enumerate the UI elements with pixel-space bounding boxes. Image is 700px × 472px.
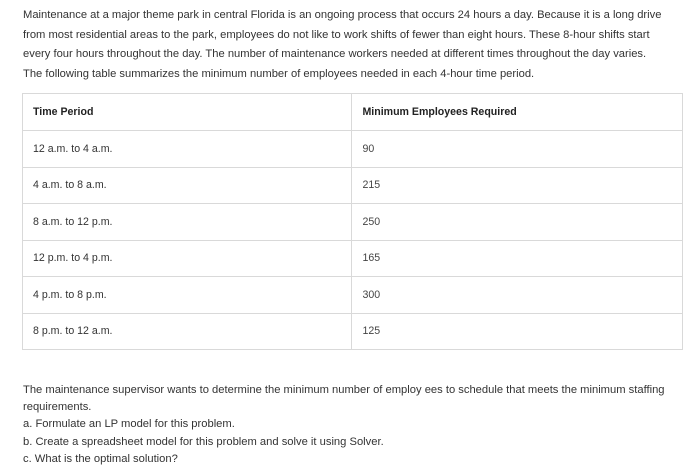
table-row (23, 240, 683, 277)
table-row (23, 313, 683, 350)
minimum-employees-cell: 125 (352, 313, 683, 350)
questions-paragraph (23, 382, 695, 468)
question-line: c. What is the optimal solution? (23, 452, 178, 465)
question-line: The maintenance supervisor wants to determine the minimum number of employ ees to schedule that meets the minimum staffing (23, 384, 665, 396)
question-line: requirements. (23, 401, 92, 414)
table-header-row (23, 94, 683, 131)
intro-paragraph (23, 6, 695, 84)
time-period-cell: 4 p.m. to 8 p.m. (23, 277, 352, 314)
minimum-employees-cell: 90 (352, 131, 683, 168)
intro-line: every four hours throughout the day. The number of maintenance workers needed at different times throughout the day varies. (23, 48, 647, 60)
minimum-employees-cell: 300 (352, 277, 683, 314)
column-header-time-period: Time Period (23, 94, 352, 131)
time-period-cell: 8 a.m. to 12 p.m. (23, 204, 352, 241)
minimum-employees-cell: 250 (352, 204, 683, 241)
minimum-employees-cell: 165 (352, 240, 683, 277)
column-header-minimum-employees: Minimum Employees Required (352, 94, 683, 131)
intro-line: The following table summarizes the minimum number of employees needed in each 4-hour time period. (23, 67, 535, 80)
question-line: b. Create a spreadsheet model for this problem and solve it using Solver. (23, 435, 384, 448)
question-line: a. Formulate an LP model for this problem. (23, 418, 235, 431)
time-period-cell: 12 p.m. to 4 p.m. (23, 240, 352, 277)
table-row (23, 277, 683, 314)
intro-line: Maintenance at a major theme park in central Florida is an ongoing process that occurs 24 hours a day. Because it is a long drive (23, 9, 662, 21)
staffing-table (22, 93, 683, 350)
time-period-cell: 4 a.m. to 8 a.m. (23, 167, 352, 204)
intro-line: from most residential areas to the park, employees do not like to work shifts of fewer than eight hours. These 8-hour shifts start (23, 28, 650, 41)
table-row (23, 204, 683, 241)
table-row (23, 131, 683, 168)
time-period-cell: 8 p.m. to 12 a.m. (23, 313, 352, 350)
time-period-cell: 12 a.m. to 4 a.m. (23, 131, 352, 168)
minimum-employees-cell: 215 (352, 167, 683, 204)
table-row (23, 167, 683, 204)
